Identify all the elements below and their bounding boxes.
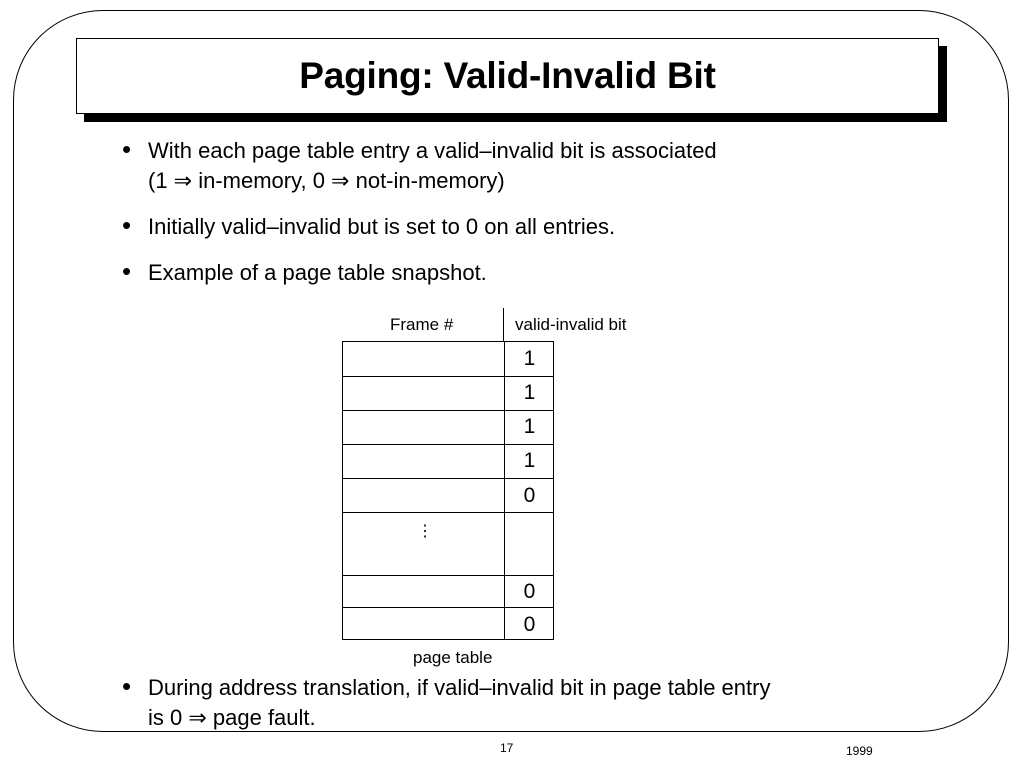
bullet-item-last xyxy=(120,673,940,733)
bullet-dot: • xyxy=(122,210,132,240)
bullet-text: (1 ⇒ in-memory, 0 ⇒ not-in-memory) xyxy=(148,168,505,193)
bullet-item xyxy=(120,673,940,733)
row-divider xyxy=(343,444,553,445)
footer-year: 1999 xyxy=(846,744,873,758)
row-divider xyxy=(343,512,553,513)
page-number: 17 xyxy=(500,741,514,755)
bullet-text: Example of a page table snapshot. xyxy=(148,260,487,285)
header-divider xyxy=(503,308,504,342)
page-table xyxy=(342,341,554,640)
invalid-bit: 0 xyxy=(523,580,536,603)
row-divider xyxy=(343,376,553,377)
bullet-item xyxy=(120,258,920,288)
row-divider xyxy=(343,575,553,576)
valid-bit: 1 xyxy=(523,415,536,438)
invalid-bit: 0 xyxy=(523,613,536,636)
row-divider xyxy=(343,607,553,608)
bullet-text: is 0 ⇒ page fault. xyxy=(148,705,316,730)
page-table-caption: page table xyxy=(413,648,493,667)
valid-invalid-bit-header: valid-invalid bit xyxy=(515,315,627,334)
row-divider xyxy=(343,410,553,411)
bullet-item xyxy=(120,136,920,196)
valid-bit: 1 xyxy=(523,449,536,472)
title-box xyxy=(76,38,939,114)
slide-title: Paging: Valid-Invalid Bit xyxy=(299,55,716,96)
invalid-bit: 0 xyxy=(523,484,536,507)
valid-bit: 1 xyxy=(523,347,536,370)
bullet-list xyxy=(120,136,920,288)
bullet-dot: • xyxy=(122,134,132,164)
bullet-text: Initially valid–invalid but is set to 0 on all entries. xyxy=(148,214,616,239)
bullet-dot: • xyxy=(122,256,132,286)
vertical-ellipsis: ⋮ xyxy=(417,523,433,540)
bullet-item xyxy=(120,212,920,242)
bullet-dot: • xyxy=(122,671,132,701)
frame-number-header: Frame # xyxy=(390,315,454,334)
bullet-text: During address translation, if valid–invalid bit in page table entry xyxy=(148,675,771,700)
row-divider xyxy=(343,478,553,479)
bullet-text: With each page table entry a valid–invalid bit is associated xyxy=(148,138,717,163)
valid-bit: 1 xyxy=(523,381,536,404)
